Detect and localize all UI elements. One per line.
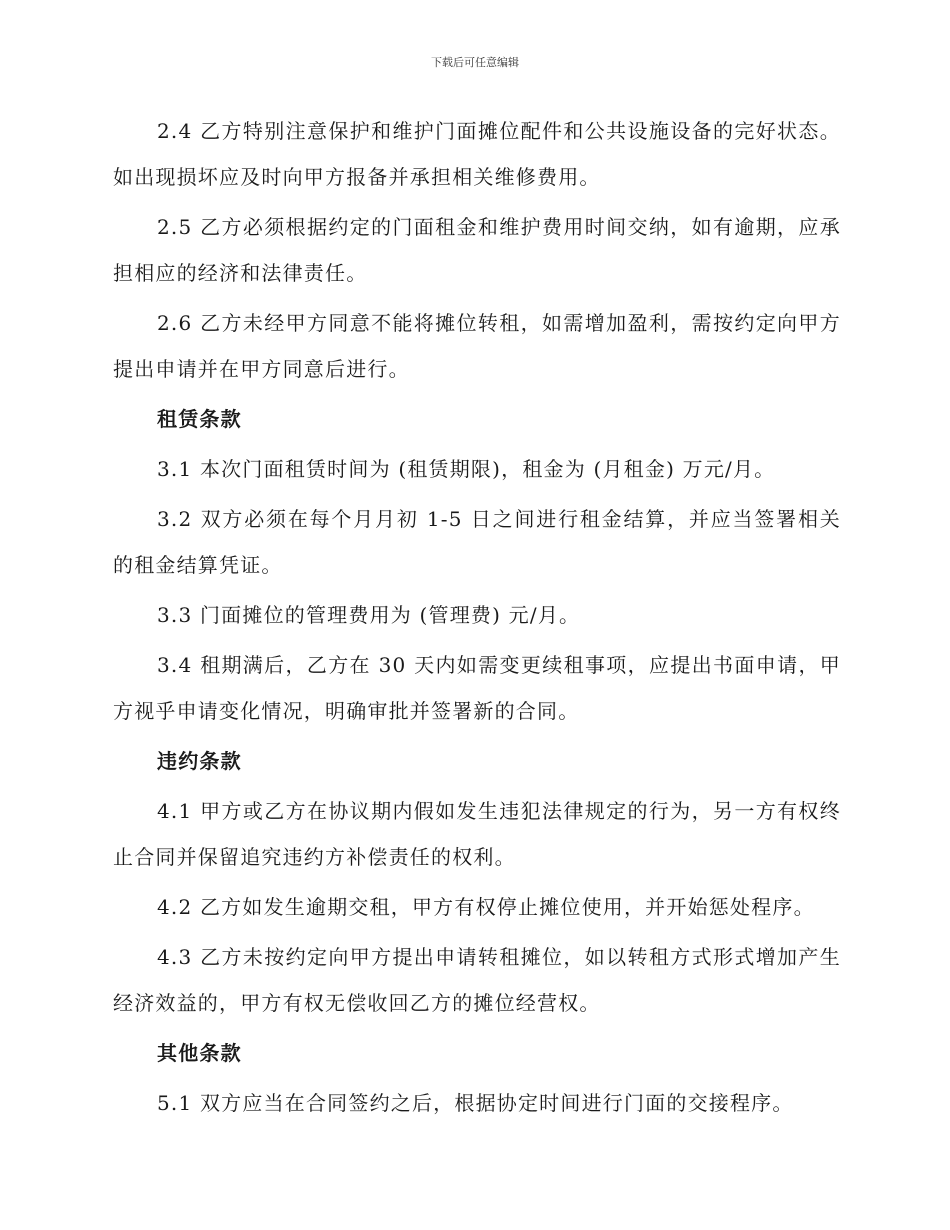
clause-4-3: 4.3 乙方未按约定向甲方提出申请转租摊位，如以转租方式形式增加产生经济效益的，甲方有权无偿收回乙方的摊位经营权。 xyxy=(113,945,841,1015)
clause-5-1: 5.1 双方应当在合同签约之后，根据协定时间进行门面的交接程序。 xyxy=(157,1091,794,1115)
section-heading-other-terms: 其他条款 xyxy=(157,1041,242,1065)
clause-3-2: 3.2 双方必须在每个月月初 1-5 日之间进行租金结算，并应当签署相关的租金结算凭证。 xyxy=(113,507,841,577)
clause-3-3: 3.3 门面摊位的管理费用为 (管理费) 元/月。 xyxy=(157,603,581,627)
document-body xyxy=(113,108,841,1130)
clause-4-1: 4.1 甲方或乙方在协议期内假如发生违犯法律规定的行为，另一方有权终止合同并保留追究违约方补偿责任的权利。 xyxy=(113,799,841,869)
page-header-note: 下载后可任意编辑 xyxy=(431,56,519,69)
clause-4-2: 4.2 乙方如发生逾期交租，甲方有权停止摊位使用，并开始惩处程序。 xyxy=(157,895,815,919)
clause-2-6: 2.6 乙方未经甲方同意不能将摊位转租，如需增加盈利，需按约定向甲方提出申请并在甲方同意后进行。 xyxy=(113,311,841,381)
section-heading-breach-terms: 违约条款 xyxy=(157,749,242,773)
clause-3-1: 3.1 本次门面租赁时间为 (租赁期限)，租金为 (月租金) 万元/月。 xyxy=(157,457,776,481)
clause-2-5: 2.5 乙方必须根据约定的门面租金和维护费用时间交纳，如有逾期，应承担相应的经济和法律责任。 xyxy=(113,215,841,285)
clause-2-4: 2.4 乙方特别注意保护和维护门面摊位配件和公共设施设备的完好状态。如出现损坏应及时向甲方报备并承担相关维修费用。 xyxy=(113,119,841,189)
section-heading-lease-terms: 租赁条款 xyxy=(157,407,242,431)
clause-3-4: 3.4 租期满后，乙方在 30 天内如需变更续租事项，应提出书面申请，甲方视乎申请变化情况，明确审批并签署新的合同。 xyxy=(113,653,841,723)
